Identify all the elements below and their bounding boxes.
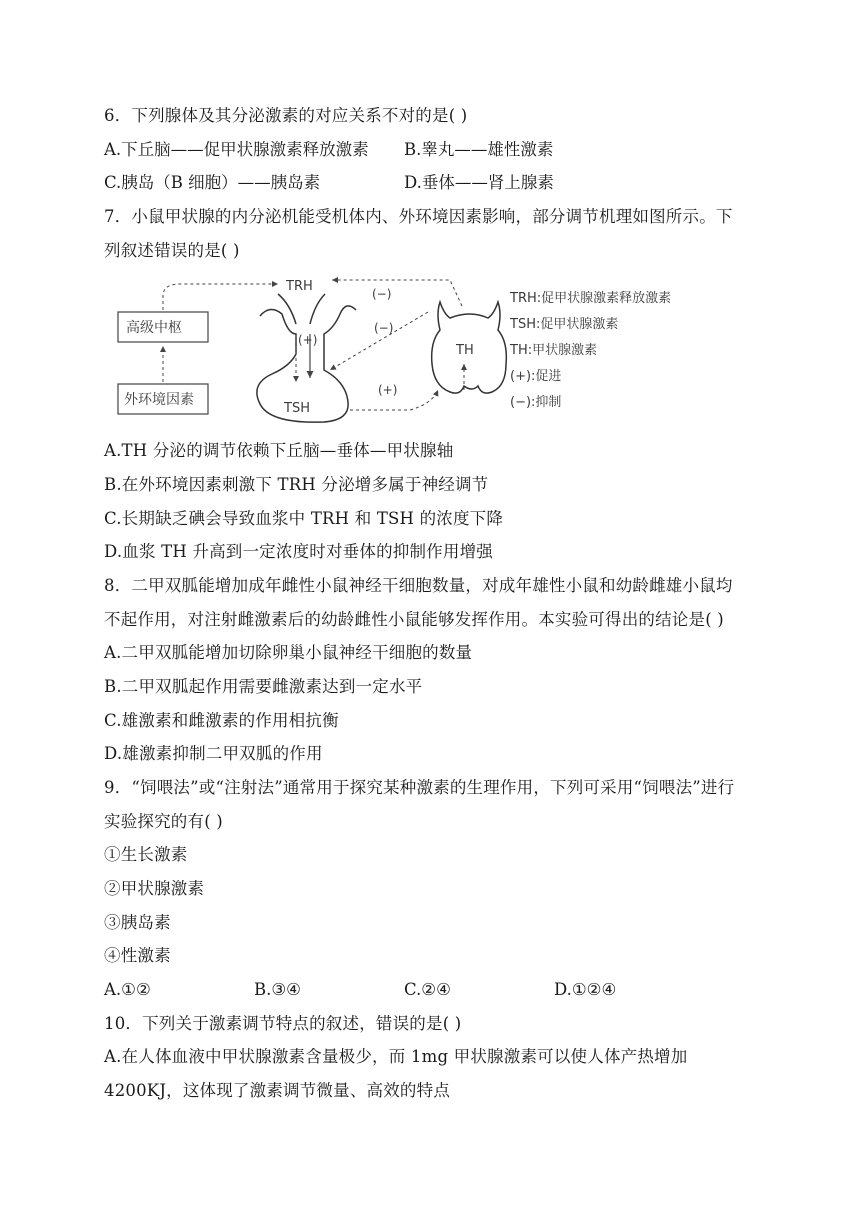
q6-option-d: D.垂体——肾上腺素 [404, 173, 554, 192]
q10-option-a-line2: 4200KJ，这体现了激素调节微量、高效的特点 [104, 1081, 451, 1100]
hypothalamus-arrows [278, 294, 325, 324]
legend-tsh: TSH:促甲状腺激素 [510, 317, 619, 332]
q10-option-a-line1: A.在人体血液中甲状腺激素含量极少，而 1mg 甲状腺激素可以使人体产热增加 [104, 1047, 688, 1066]
diagram-legend [510, 286, 671, 416]
q8-option-b: B.二甲双胍起作用需要雌激素达到一定水平 [104, 677, 423, 696]
tsh-label: TSH [284, 401, 310, 416]
arrow-th-to-trh [332, 280, 462, 306]
arrow-center-to-trh [163, 284, 278, 310]
q6-stem: 6．下列腺体及其分泌激素的对应关系不对的是( ) [104, 106, 468, 125]
q9-option-a: A.①② [104, 980, 151, 999]
legend-minus: (−):抑制 [510, 395, 562, 410]
q8-option-a: A.二甲双胍能增加切除卵巢小鼠神经干细胞的数量 [104, 643, 473, 662]
q7-stem-line1: 7．小鼠甲状腺的内分泌机能受机体内、外环境因素影响，部分调节机理如图所示。下 [104, 207, 733, 226]
q9-item-2: ②甲状腺激素 [104, 879, 205, 898]
q9-stem-line1: 9．“饲喂法”或“注射法”通常用于探究某种激素的生理作用，下列可采用“饲喂法”进行 [104, 778, 735, 797]
minus-label-2: (−) [374, 321, 394, 335]
high-center-label: 高级中枢 [126, 320, 182, 336]
legend-trh: TRH:促甲状腺激素释放激素 [510, 291, 672, 306]
q7-option-a: A.TH 分泌的调节依赖下丘脑—垂体—甲状腺轴 [104, 441, 454, 460]
external-factor-label: 外环境因素 [124, 392, 194, 408]
trh-label: TRH [286, 279, 313, 294]
q7-option-b: B.在外环境因素刺激下 TRH 分泌增多属于神经调节 [104, 475, 489, 494]
q8-stem-line2: 不起作用，对注射雌激素后的幼龄雌性小鼠能够发挥作用。本实验可得出的结论是( ) [104, 610, 724, 629]
legend-th: TH:甲状腺激素 [510, 343, 598, 358]
plus-label-1: (+) [298, 333, 318, 347]
q10-stem: 10．下列关于激素调节特点的叙述，错误的是( ) [104, 1014, 462, 1033]
legend-plus: (+):促进 [510, 369, 562, 384]
q6-option-c: C.胰岛（B 细胞）——胰岛素 [104, 173, 321, 192]
q8-option-c: C.雄激素和雌激素的作用相抗衡 [104, 711, 339, 730]
q9-option-c: C.②④ [404, 980, 451, 999]
th-label: TH [456, 343, 474, 358]
minus-label-1: (−) [372, 287, 392, 301]
q9-item-3: ③胰岛素 [104, 913, 171, 932]
q7-stem-line2: 列叙述错误的是( ) [104, 241, 240, 260]
q8-stem-line1: 8．二甲双胍能增加成年雌性小鼠神经干细胞数量，对成年雄性小鼠和幼龄雌雄小鼠均 [104, 576, 733, 595]
q9-option-b: B.③④ [254, 980, 301, 999]
q6-option-b: B.睾丸——雄性激素 [404, 140, 554, 159]
q9-stem-line2: 实验探究的有( ) [104, 812, 223, 831]
plus-label-2: (+) [378, 383, 398, 397]
q9-item-4: ④性激素 [104, 946, 171, 965]
q7-option-d: D.血浆 TH 升高到一定浓度时对垂体的抑制作用增强 [104, 542, 493, 561]
q8-option-d: D.雄激素抑制二甲双胍的作用 [104, 744, 323, 763]
q6-option-a: A.下丘脑——促甲状腺激素释放激素 [104, 140, 369, 159]
q9-option-d: D.①②④ [554, 980, 617, 999]
q9-item-1: ①生长激素 [104, 845, 188, 864]
q7-option-c: C.长期缺乏碘会导致血浆中 TRH 和 TSH 的浓度下降 [104, 509, 504, 528]
